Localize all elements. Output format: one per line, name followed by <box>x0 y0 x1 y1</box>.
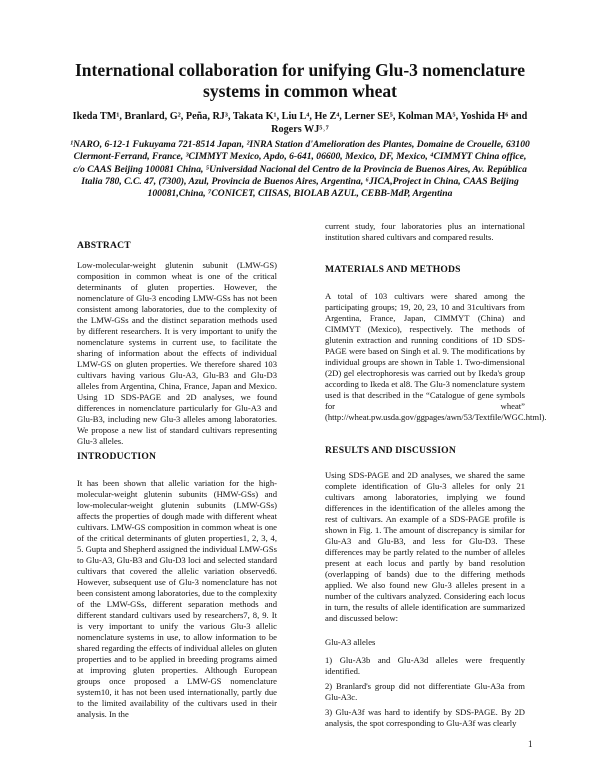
authors: Ikeda TM¹, Branlard, G², Peña, RJ³, Takata K¹, Liu L⁴, He Z⁴, Lerner SE⁵, Kolman MA⁵, Yoshida H⁶ and Rogers WJ⁵˒⁷ <box>72 111 528 135</box>
introduction-continued: current study, four laboratories plus an international institution shared cultivars and compared results. <box>325 221 525 242</box>
results-text: Using SDS-PAGE and 2D analyses, we shared the same complete identification of Glu-3 alleles for only 21 cultivars among laboratories, implying we found differences in the identification of the alleles among the rest of cultivars. An example of a SDS-PAGE profile is shown in Fig. 1. The amount of discrepancy is similar for Glu-A3 and Glu-B3, and less for Glu-D3. These differences may be partly related to the number of alleles present at each locus and partly by band resolution (overlapping of bands) due to the differing methods applied. We also found new Glu-3 alleles present in a number of the cultivars analyzed. Considering each locus in turn, the results of allele identification are summarized and discussed below: <box>325 470 525 623</box>
list-item-3: 3) Glu-A3f was hard to identify by SDS-PAGE. By 2D analysis, the spot corresponding to Glu-A3f was clearly <box>325 707 525 728</box>
methods-heading: MATERIALS AND METHODS <box>325 264 461 275</box>
list-item-2: 2) Branlard's group did not differentiate Glu-A3a from Glu-A3c. <box>325 681 525 702</box>
list-item-1: 1) Glu-A3b and Glu-A3d alleles were frequently identified. <box>325 655 525 676</box>
introduction-heading: INTRODUCTION <box>77 451 157 462</box>
title-line-2: systems in common wheat <box>203 81 397 101</box>
title-line-1: International collaboration for unifying Glu-3 nomenclature <box>75 60 525 80</box>
methods-text: A total of 103 cultivars were shared among the participating groups; 19, 20, 23, 10 and 31cultivars from Argentina, France, Japan, CIMMYT (China) and CIMMYT (Mexico), respectively. The methods of glutenin extraction and running conditions of 1D SDS-PAGE were based on Singh et al. 9. The modifications by individual groups are shown in Table 1. Two-dimensional (2D) gel electrophoresis was carried out by Ikeda's group according to Ikeda et al8. The Glu-3 nomenclature system used is that described in the “Catalogue of gene symbols for wheat” (http://wheat.pw.usda.gov/ggpages/awn/53/Textfile/WGC.html). <box>325 291 547 422</box>
abstract-text: Low-molecular-weight glutenin subunit (LMW-GS) composition in common wheat is one of the critical determinants of gluten properties. However, the nomenclature of Glu-3 encoding LMW-GSs has not been consistent among laboratories, due to the complexity of the LMW-GSs and the distinct separation methods used by different researchers. It is very important to unify the nomenclature systems in current use, to facilitate the sharing of information about the effects of individual LMW-GS on gluten properties. We therefore shared 103 cultivars having various Glu-A3, Glu-B3 and Glu-D3 alleles from Argentina, China, France, Japan and Mexico. Using 1D SDS-PAGE and 2D analyses, we found differences in nomenclature particularly for Glu-A3 and Glu-B3, including new Glu-3 alleles among laboratories. We propose a new list of standard cultivars representing Glu-3 alleles. <box>77 260 277 446</box>
introduction-text: It has been shown that allelic variation for the high-molecular-weight glutenin subunits (HMW-GSs) and low-molecular-weight glutenin subunits (LMW-GSs) affects the properties of dough made with different wheat cultivars. LMW-GS composition in common wheat is one of the critical determinants of gluten properties1, 2, 3, 4, 5. Gupta and Shepherd assigned the individual LMW-GSs to Glu-A3, Glu-B3 and Glu-D3 loci and selected standard cultivars that covered the allelic variation observed6. However, subsequent use of Glu-3 nomenclature has not been consistent among laboratories, due to the complexity of the LMW-GSs, different separation methods and different standard cultivars used by researchers7, 8, 9. It is very important to unify the various Glu-3 allelic nomenclature systems in use, to allow information to be shared regarding the effects of individual alleles on gluten properties and to be applied in breeding programs aimed at improving gluten properties. Although European groups once proposed a LMW-GS nomenclature system10, it has not been used internationally, partly due to the limited availability of the cultivars used in their analysis. In the <box>77 478 278 719</box>
abstract-heading: ABSTRACT <box>77 240 131 251</box>
glu-a3-heading: Glu-A3 alleles <box>325 637 376 647</box>
page-number: 1 <box>528 739 533 749</box>
paper-title <box>70 60 530 102</box>
affiliations: ¹NARO, 6-12-1 Fukuyama 721-8514 Japan, ²INRA Station d'Amelioration des Plantes, Domaine de Crouelle, 63100 Clermont-Ferrand, France, ³CIMMYT Mexico, Apdo, 6-641, 06600, Mexico, DF, Mexico, ⁴CIMMYT China office, c/o CAAS Beijing 100081 China, ⁵Universidad Nacional del Centro de la Provincia de Buenos Aires, Av. República Italia 780, C.C. 47, (7300), Azul, Provincia de Buenos Aires, Argentina, ⁶JICA,Project in China, CAAS Beijing 100081,China, ⁷CONICET, CIISAS, BIOLAB AZUL, CEBB-MdP, Argentina <box>70 139 530 200</box>
results-heading: RESULTS AND DISCUSSION <box>325 445 456 456</box>
